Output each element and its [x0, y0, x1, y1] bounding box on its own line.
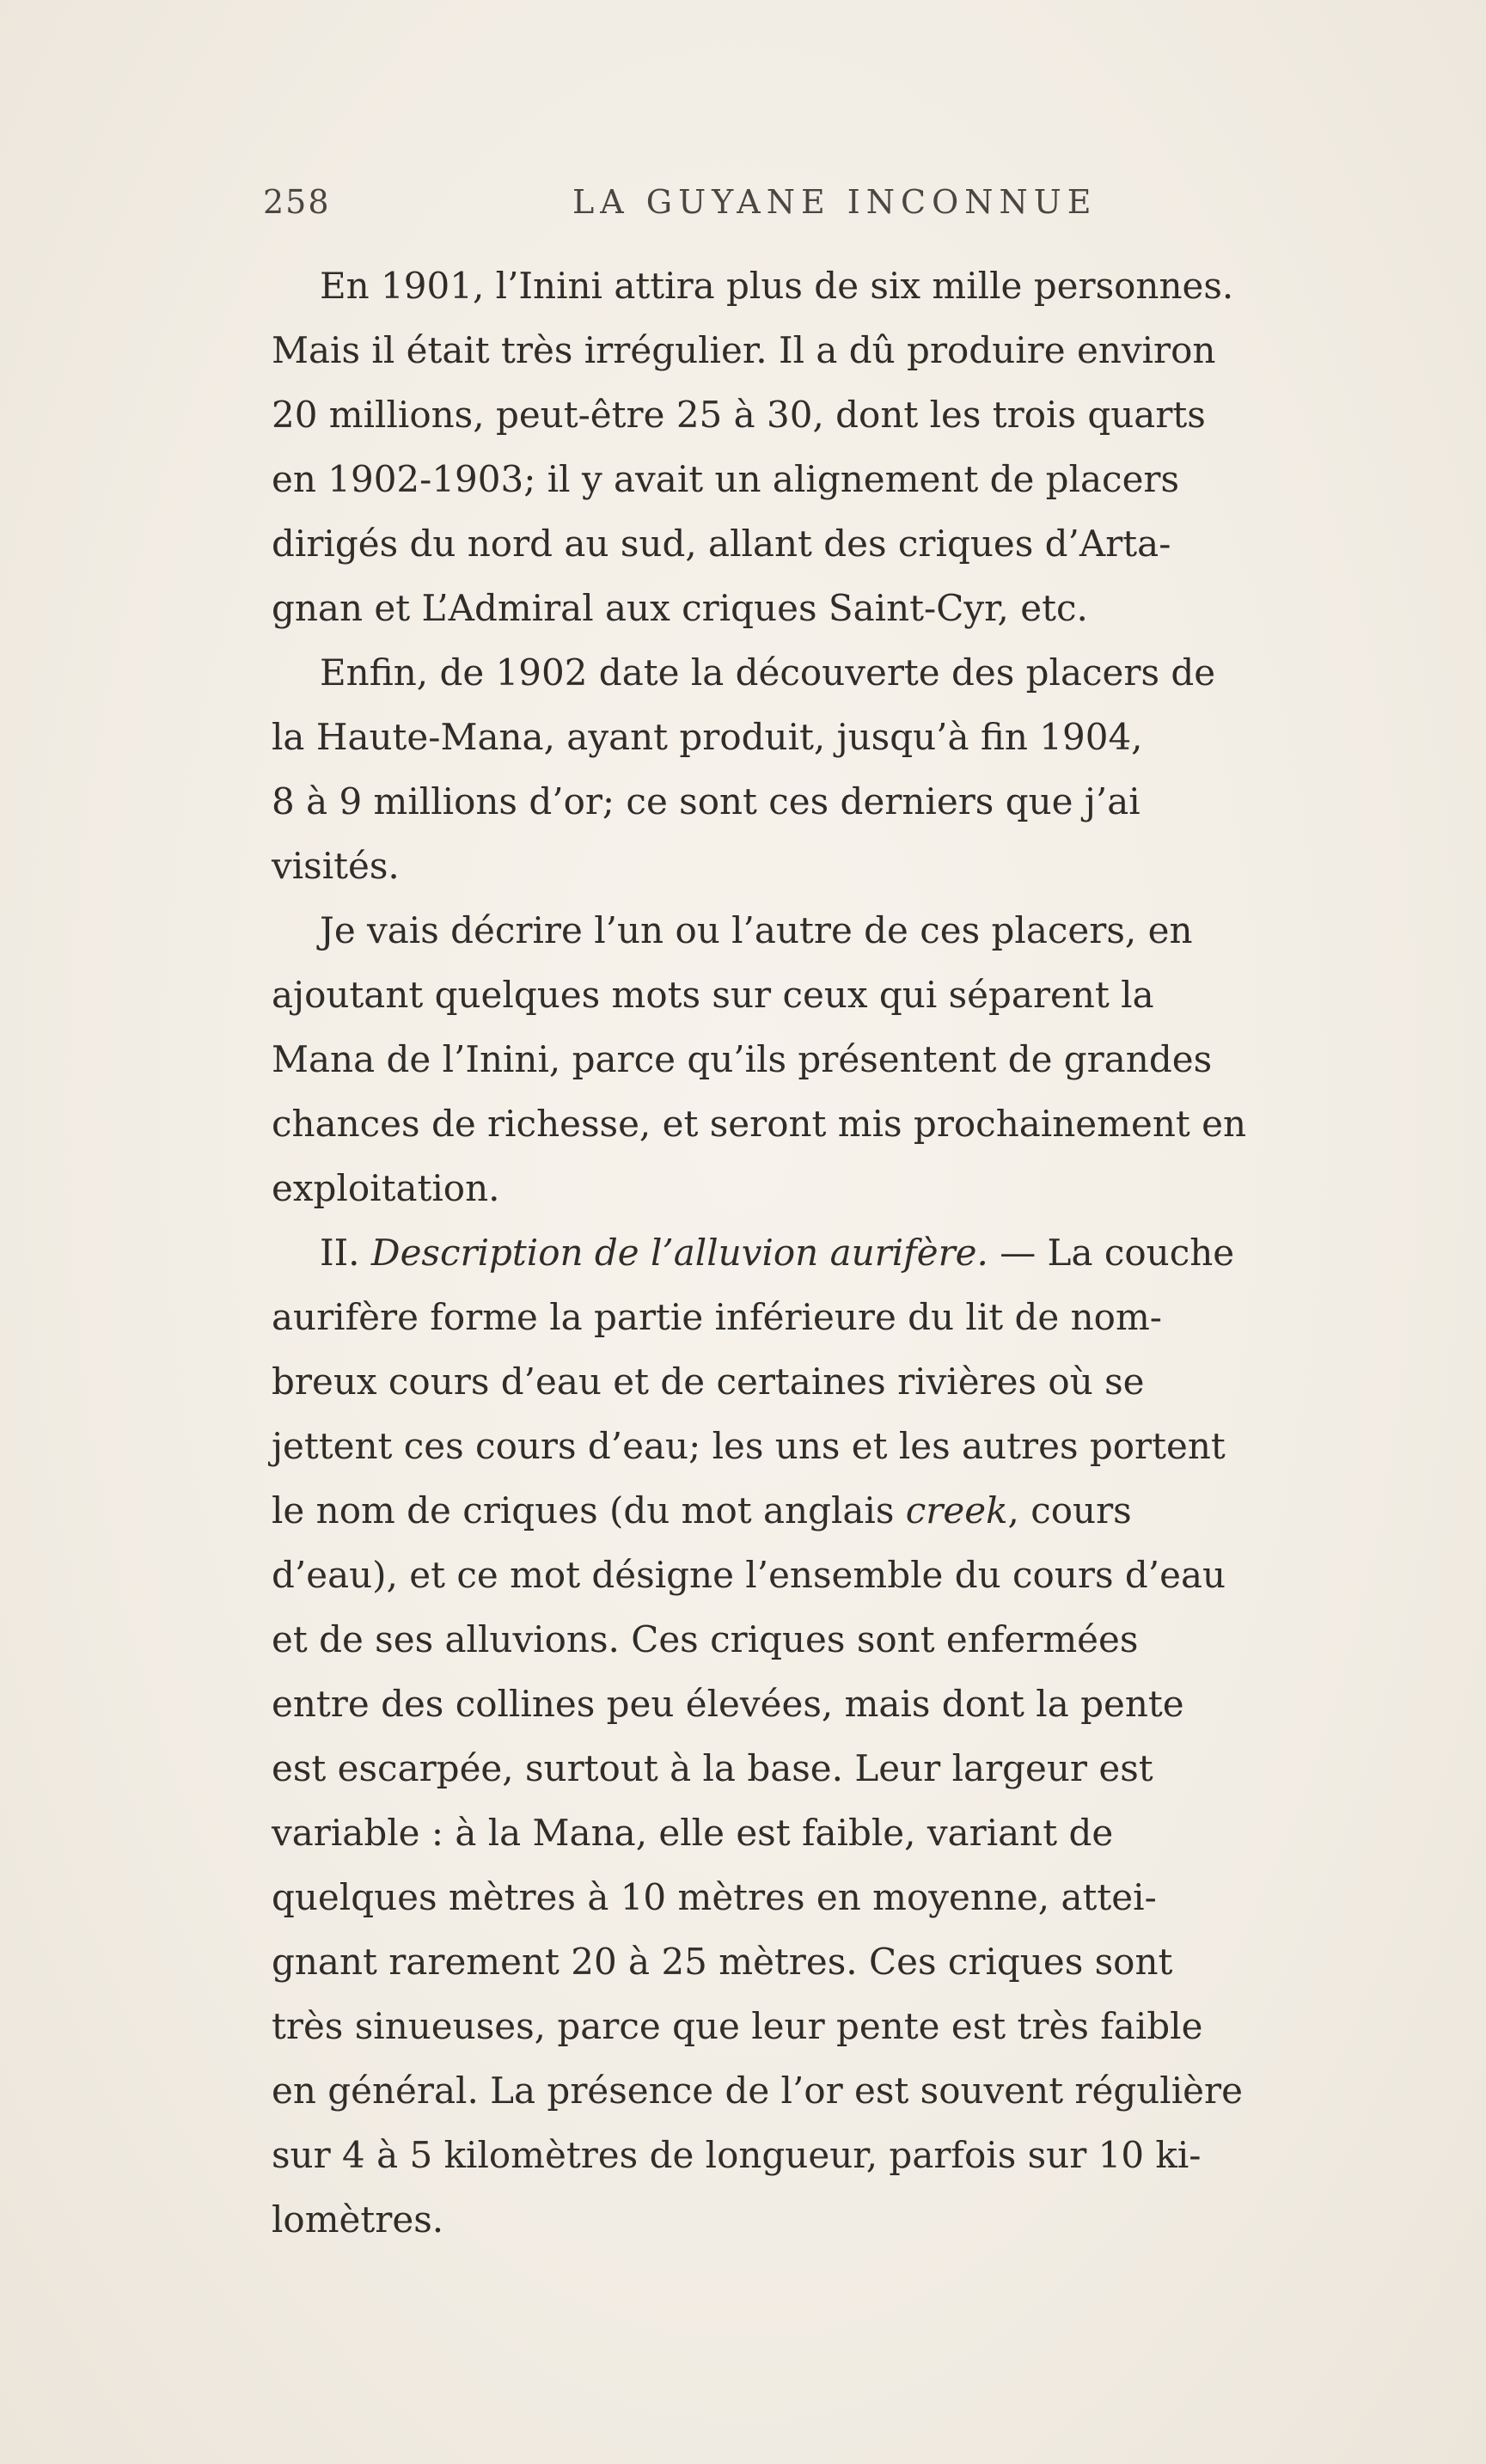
section-lead: — La couche	[988, 1232, 1235, 1274]
text-line: en 1902-1903; il y avait un alignement de placers	[272, 458, 1180, 500]
text-line: 8 à 9 millions d’or; ce sont ces derniers que j’ai	[272, 780, 1140, 822]
text-line: Mais il était très irrégulier. Il a dû produire environ	[272, 329, 1216, 371]
text-line: chances de richesse, et seront mis prochainement en	[272, 1103, 1246, 1145]
running-title: LA GUYANE INCONNUE	[572, 183, 1098, 221]
text-line: quelques mètres à 10 mètres en moyenne, attei-	[272, 1876, 1157, 1918]
text-line	[272, 1483, 1132, 1539]
text-run: le nom de criques (du mot anglais	[272, 1489, 906, 1532]
text-line: gnant rarement 20 à 25 mètres. Ces criques sont	[272, 1941, 1173, 1983]
text-line: exploitation.	[272, 1167, 500, 1209]
text-line: breux cours d’eau et de certaines rivières où se	[272, 1360, 1145, 1403]
text-line: entre des collines peu élevées, mais dont la pente	[272, 1683, 1184, 1725]
text-line: dirigés du nord au sud, allant des criques d’Arta-	[272, 523, 1171, 565]
text-line: jettent ces cours d’eau; les uns et les autres portent	[272, 1425, 1226, 1467]
text-line: visités.	[272, 845, 400, 887]
section-heading-line	[320, 1225, 1234, 1281]
text-line: la Haute-Mana, ayant produit, jusqu’à fin 1904,	[272, 716, 1143, 758]
text-line: aurifère forme la partie inférieure du lit de nom-	[272, 1296, 1162, 1338]
text-line: lomètres.	[272, 2198, 444, 2241]
text-line: sur 4 à 5 kilomètres de longueur, parfois sur 10 ki-	[272, 2134, 1202, 2176]
text-line: en général. La présence de l’or est souvent régulière	[272, 2070, 1243, 2112]
text-run: , cours	[1007, 1489, 1132, 1532]
text-line: Mana de l’Inini, parce qu’ils présentent de grandes	[272, 1038, 1213, 1080]
italic-word: creek	[905, 1489, 1008, 1532]
section-number: II.	[320, 1232, 371, 1274]
text-line: Enfin, de 1902 date la découverte des placers de	[320, 651, 1216, 694]
text-line: d’eau), et ce mot désigne l’ensemble du cours d’eau	[272, 1554, 1226, 1596]
text-line: gnan et L’Admiral aux criques Saint-Cyr, etc.	[272, 587, 1088, 629]
text-line: très sinueuses, parce que leur pente est très faible	[272, 2005, 1203, 2047]
text-line: est escarpée, surtout à la base. Leur largeur est	[272, 1747, 1153, 1789]
text-line: et de ses alluvions. Ces criques sont enfermées	[272, 1618, 1139, 1660]
text-line: En 1901, l’Inini attira plus de six mille personnes.	[320, 265, 1234, 307]
text-line: variable : à la Mana, elle est faible, variant de	[272, 1812, 1114, 1854]
page-number: 258	[263, 183, 331, 221]
text-line: Je vais décrire l’un ou l’autre de ces placers, en	[320, 909, 1193, 951]
text-line: ajoutant quelques mots sur ceux qui séparent la	[272, 974, 1154, 1016]
page-header	[263, 183, 1122, 235]
section-title: Description de l’alluvion aurifère.	[370, 1232, 988, 1274]
text-line: 20 millions, peut-être 25 à 30, dont les trois quarts	[272, 394, 1206, 436]
